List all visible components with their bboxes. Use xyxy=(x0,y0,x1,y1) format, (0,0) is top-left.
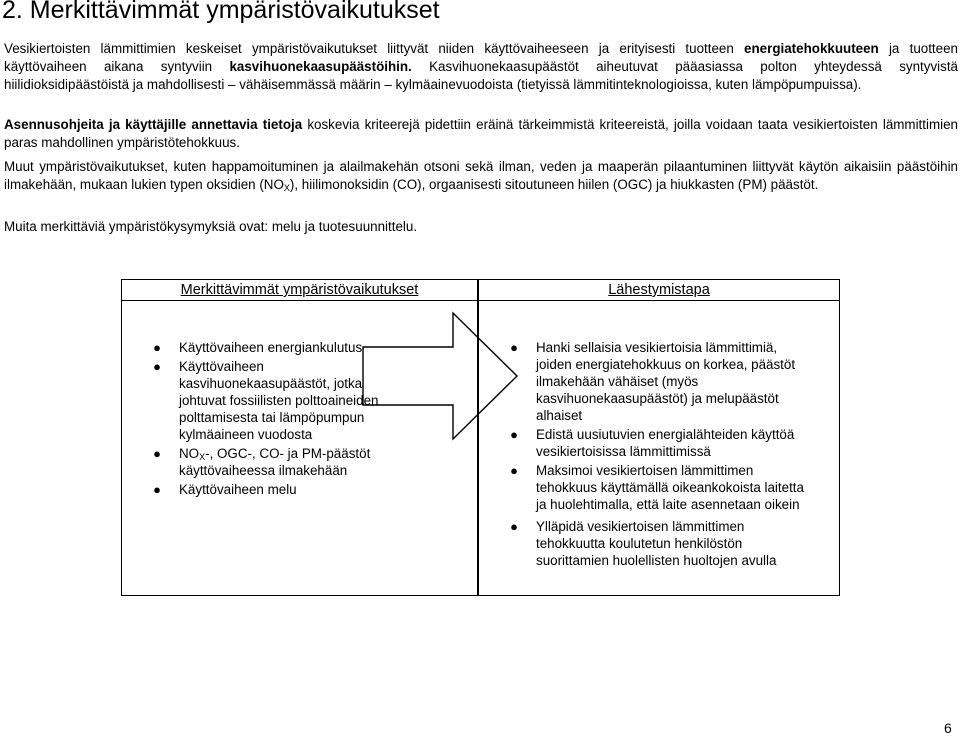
bullet-icon: ● xyxy=(153,340,161,355)
arrow-outline xyxy=(363,313,517,439)
subscript: X xyxy=(283,183,290,193)
bullet-icon: ● xyxy=(510,463,518,478)
list-item-text: Käyttövaiheen melu xyxy=(179,482,297,497)
list-item xyxy=(509,462,809,513)
bullet-icon: ● xyxy=(153,446,161,461)
bullet-icon: ● xyxy=(153,482,161,497)
list-item-text: Hanki sellaisia vesikiertoisia lämmittimiä, joiden energiatehokkuus on korkea, päästöt ilmakehään vähäiset (myös kasvihuonekaasupäästöt) ja melupäästöt alhaiset xyxy=(536,340,796,423)
list-item xyxy=(152,358,382,443)
left-header: Merkittävimmät ympäristövaikutukset xyxy=(180,282,419,298)
list-item xyxy=(509,426,809,460)
approach-cell xyxy=(479,301,840,596)
text-span: Muut ympäristövaikutukset, kuten happamoituminen ja alailmakehän otsoni sekä ilman, veden ja maaperän pilaantuminen liittyvät käytön aikaisiin päästöihin ilmakehään, mukaan lukien typen oksidien (NO xyxy=(4,159,958,192)
bullet-icon: ● xyxy=(510,519,518,534)
text-span: Kasvihuonekaasupäästöt aiheutuvat pääasiassa polton yhteydessä syntyvistä hiilidioksidipäästöistä ja mahdollisesti – vähäisemmässä määrin – kylmäainevuodoista (tietyissä lämmitinteknologioissa, kuten lämpöpumpuissa). xyxy=(4,59,958,92)
list-item xyxy=(509,518,809,569)
right-arrow-icon xyxy=(361,311,519,441)
list-item xyxy=(152,481,382,498)
bold-term: energiatehokkuuteen xyxy=(744,41,879,56)
bullet-icon: ● xyxy=(510,340,518,355)
text-span: ), hiilimonoksidin (CO), orgaanisesti sitoutuneen hiilen (OGC) ja hiukkasten (PM) päästöt. xyxy=(289,177,819,192)
bold-term: Asennusohjeita ja käyttäjille annettavia tietoja xyxy=(4,117,303,132)
approach-list xyxy=(509,339,809,569)
list-item xyxy=(152,339,382,356)
list-item-text: -, OGC-, CO- ja PM-päästöt käyttövaiheessa ilmakehään xyxy=(179,446,371,478)
other-issues-paragraph: Muita merkittäviä ympäristökysymyksiä ovat: melu ja tuotesuunnittelu. xyxy=(4,219,418,234)
right-header-cell xyxy=(479,280,840,301)
impacts-list xyxy=(152,339,382,498)
text-span: Vesikiertoisten lämmittimien keskeiset ympäristövaikutukset liittyvät niiden käyttövaiheeseen ja erityisesti tuotteen xyxy=(4,41,745,56)
text-span: koskevia kriteerejä pidettiin eräinä tärkeimmistä kriteereistä, joilla voidaan taata vesikiertoisten lämmittimien paras mahdollinen ympäristötehokkuus. xyxy=(4,117,958,150)
left-header-cell xyxy=(122,280,478,301)
other-impacts-paragraph xyxy=(4,158,958,194)
list-item-text: Ylläpidä vesikiertoisen lämmittimen tehokkuutta koulutetun henkilöstön suorittamien huolellisten huoltojen avulla xyxy=(536,519,777,568)
text-span: ja tuotteen käyttövaiheen aikana syntyviin xyxy=(4,41,958,74)
subscript: X xyxy=(199,452,206,462)
intro-paragraph xyxy=(4,40,958,94)
list-item xyxy=(509,339,809,424)
list-item-text: Maksimoi vesikiertoisen lämmittimen tehokkuus käyttämällä oikeankokoista laitetta ja huolehtimalla, että laite asennetaan oikein xyxy=(536,463,804,512)
right-header: Lähestymistapa xyxy=(608,282,710,298)
bold-term: kasvihuonekaasupäästöihin. xyxy=(229,59,412,74)
list-item-text: Käyttövaiheen energiankulutus xyxy=(179,340,363,355)
list-item-text: Edistä uusiutuvien energialähteiden käyttöä vesikiertoisissa lämmittimissä xyxy=(536,427,795,459)
list-item-text: NO xyxy=(179,446,200,461)
bullet-icon: ● xyxy=(153,359,161,374)
list-item xyxy=(152,445,382,479)
list-item-text: Käyttövaiheen kasvihuonekaasupäästöt, jotka johtuvat fossiilisten polttoaineiden polttamisesta tai lämpöpumpun kylmäaineen vuodosta xyxy=(179,359,379,442)
page-number: 6 xyxy=(944,720,952,736)
instructions-paragraph xyxy=(4,116,958,152)
bullet-icon: ● xyxy=(510,427,518,442)
section-heading: 2. Merkittävimmät ympäristövaikutukset xyxy=(2,0,440,24)
